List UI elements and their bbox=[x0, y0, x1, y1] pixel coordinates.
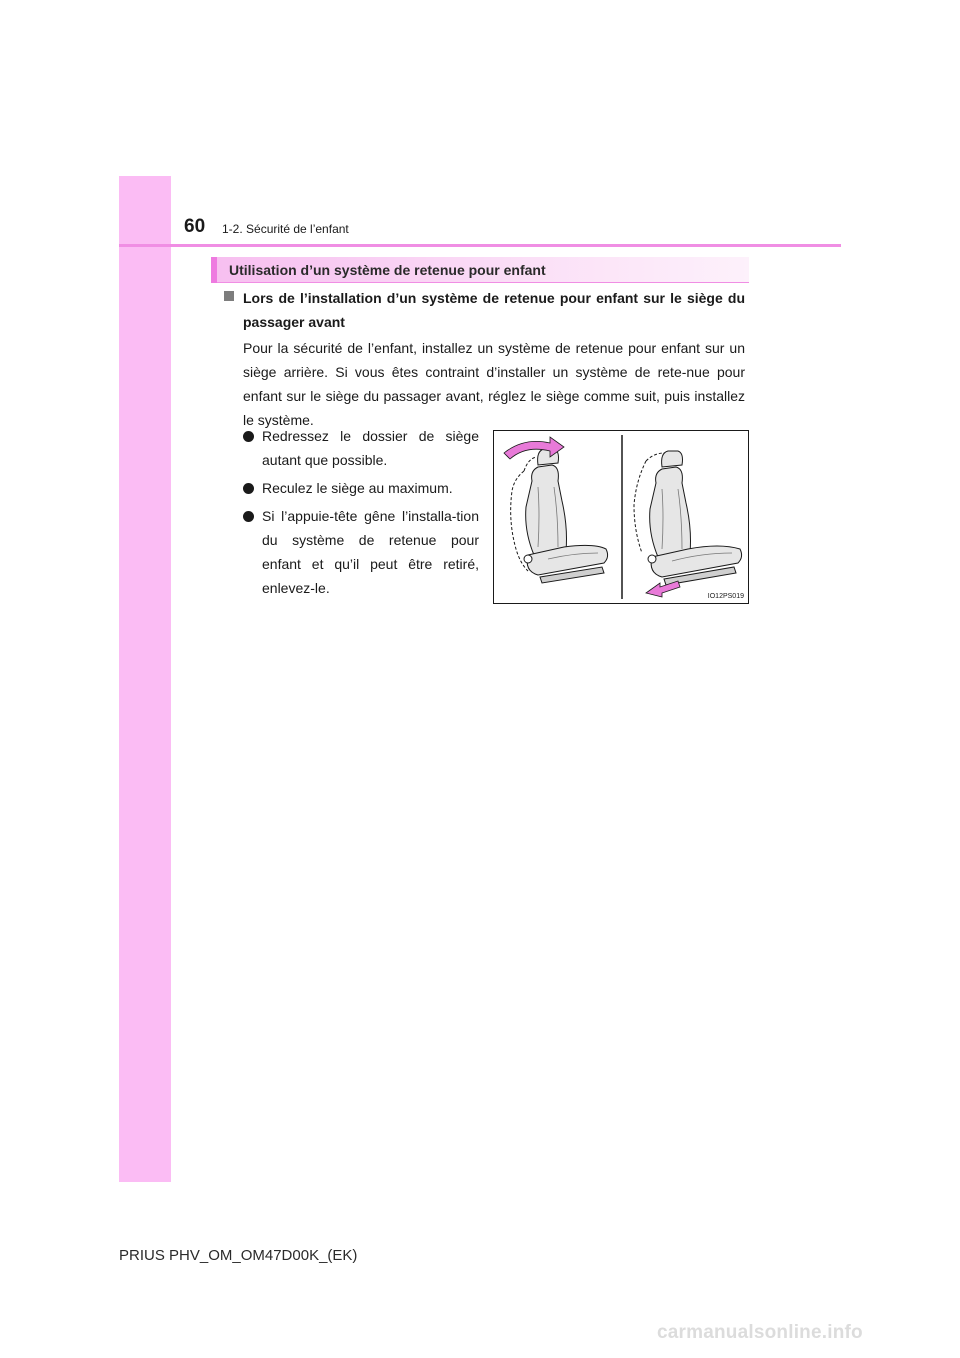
list-item bbox=[243, 476, 479, 500]
list-item bbox=[243, 424, 479, 472]
side-band bbox=[119, 176, 171, 1182]
bullet-dot-icon bbox=[243, 483, 254, 494]
list-item-text: Si l’appuie-tête gêne l’installa-tion du système de retenue pour enfant et qu’il peut être retiré, enlevez-le. bbox=[262, 508, 479, 596]
heading-bar bbox=[211, 257, 749, 283]
bullet-dot-icon bbox=[243, 431, 254, 442]
seat-adjustment-figure bbox=[493, 430, 749, 604]
seat-illustration bbox=[494, 431, 748, 603]
page-number: 60 bbox=[184, 216, 206, 237]
header-rule bbox=[119, 244, 841, 247]
bullet-list bbox=[243, 424, 479, 600]
heading-text: Utilisation d’un système de retenue pour enfant bbox=[229, 262, 546, 278]
list-item-text: Reculez le siège au maximum. bbox=[262, 480, 453, 496]
footer-text: PRIUS PHV_OM_OM47D00K_(EK) bbox=[119, 1247, 358, 1264]
left-seat-icon bbox=[504, 437, 608, 583]
watermark: carmanualsonline.info bbox=[657, 1322, 863, 1343]
list-item-text: Redressez le dossier de siège autant que possible. bbox=[262, 428, 479, 468]
figure-code: IO12PS019 bbox=[707, 593, 744, 600]
square-bullet-icon bbox=[224, 291, 234, 301]
section-title: 1-2. Sécurité de l’enfant bbox=[222, 222, 349, 236]
sub-heading: Lors de l’installation d’un système de retenue pour enfant sur le siège du passager avant bbox=[243, 290, 745, 330]
body-paragraph: Pour la sécurité de l’enfant, installez un système de retenue pour enfant sur un siège arrière. Si vous êtes contraint d’installer un système de rete-nue pour enfant sur le siège du passager avant, réglez le siège comme suit, puis installez le système. bbox=[243, 340, 745, 428]
right-seat-icon bbox=[634, 451, 742, 597]
bullet-dot-icon bbox=[243, 511, 254, 522]
list-item bbox=[243, 504, 479, 600]
